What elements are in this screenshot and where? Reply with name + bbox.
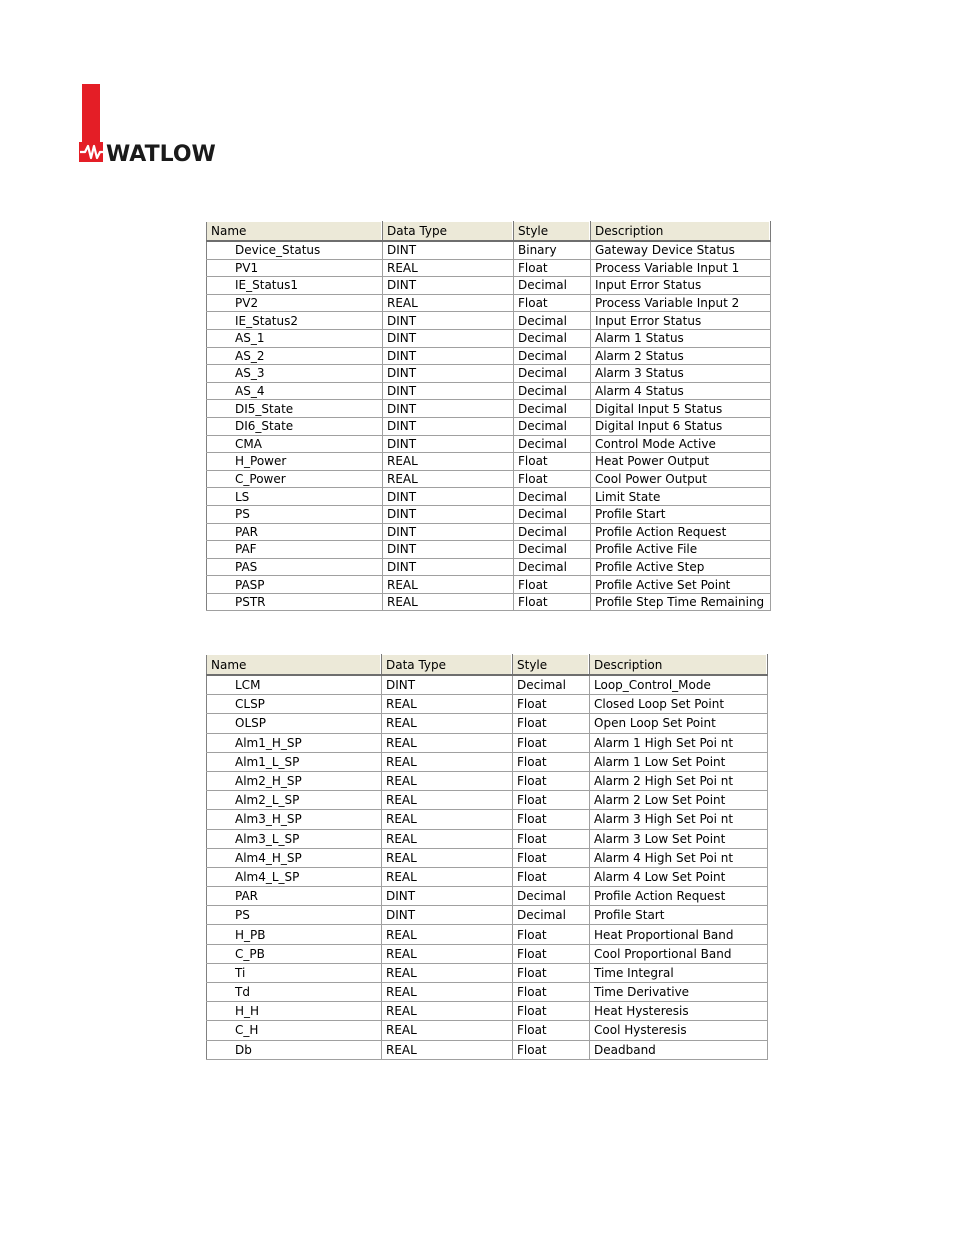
table-row[interactable] (207, 382, 771, 400)
cell-name: PAS (207, 558, 383, 576)
column-header-data-type[interactable]: Data Type (383, 222, 514, 242)
cell-style: Decimal (514, 329, 591, 347)
table-row[interactable] (207, 791, 768, 810)
cell-description: Alarm 3 High Set Poi nt (590, 810, 768, 829)
cell-data-type: REAL (382, 829, 513, 848)
cell-style: Float (513, 963, 590, 982)
cell-data-type: REAL (382, 925, 513, 944)
cell-data-type: REAL (382, 1021, 513, 1040)
cell-name: Device_Status (207, 241, 383, 259)
cell-name: DI5_State (207, 400, 383, 418)
column-header-data-type[interactable]: Data Type (382, 655, 513, 676)
cell-data-type: REAL (382, 983, 513, 1002)
cell-description: Limit State (591, 488, 771, 506)
cell-style: Float (513, 714, 590, 733)
cell-style: Decimal (514, 488, 591, 506)
cell-style: Float (513, 983, 590, 1002)
cell-description: Profile Start (591, 505, 771, 523)
cell-name: PASP (207, 576, 383, 594)
cell-description: Profile Active Step (591, 558, 771, 576)
cell-data-type: DINT (383, 241, 514, 259)
cell-data-type: DINT (383, 417, 514, 435)
table-row[interactable] (207, 733, 768, 752)
cell-description: Deadband (590, 1040, 768, 1059)
cell-name: C_PB (207, 944, 382, 963)
cell-style: Float (513, 791, 590, 810)
cell-description: Alarm 2 Status (591, 347, 771, 365)
cell-name: Alm2_H_SP (207, 771, 382, 790)
cell-style: Float (514, 294, 591, 312)
table-row[interactable] (207, 576, 771, 594)
cell-description: Alarm 3 Low Set Point (590, 829, 768, 848)
cell-description: Control Mode Active (591, 435, 771, 453)
table-row[interactable] (207, 505, 771, 523)
cell-description: Alarm 1 Status (591, 329, 771, 347)
cell-name: Td (207, 983, 382, 1002)
cell-description: Alarm 1 High Set Poi nt (590, 733, 768, 752)
cell-description: Cool Hysteresis (590, 1021, 768, 1040)
watlow-logo-icon (79, 84, 229, 164)
table-row[interactable] (207, 906, 768, 925)
table-row[interactable] (207, 400, 771, 418)
cell-style: Decimal (514, 523, 591, 541)
cell-description: Profile Active Set Point (591, 576, 771, 594)
cell-description: Alarm 2 Low Set Point (590, 791, 768, 810)
table-row[interactable] (207, 963, 768, 982)
table-row[interactable] (207, 523, 771, 541)
cell-name: Alm3_L_SP (207, 829, 382, 848)
column-header-style[interactable]: Style (513, 655, 590, 676)
cell-style: Decimal (513, 887, 590, 906)
tag-table-2 (206, 654, 768, 1060)
cell-data-type: DINT (383, 558, 514, 576)
cell-name: Alm4_L_SP (207, 867, 382, 886)
cell-name: Ti (207, 963, 382, 982)
cell-style: Float (513, 848, 590, 867)
cell-data-type: REAL (383, 259, 514, 277)
cell-style: Float (514, 576, 591, 594)
cell-name: Alm4_H_SP (207, 848, 382, 867)
cell-data-type: DINT (383, 505, 514, 523)
cell-style: Float (513, 1021, 590, 1040)
cell-name: PS (207, 505, 383, 523)
cell-style: Decimal (514, 558, 591, 576)
cell-description: Profile Active File (591, 541, 771, 559)
cell-name: H_Power (207, 453, 383, 471)
cell-description: Time Derivative (590, 983, 768, 1002)
table-row[interactable] (207, 714, 768, 733)
column-header-name[interactable]: Name (207, 222, 383, 242)
cell-data-type: REAL (382, 752, 513, 771)
table-row[interactable] (207, 470, 771, 488)
cell-description: Alarm 1 Low Set Point (590, 752, 768, 771)
cell-style: Decimal (513, 906, 590, 925)
watlow-wordmark: WATLOW (106, 142, 216, 164)
cell-data-type: DINT (383, 329, 514, 347)
cell-name: Db (207, 1040, 382, 1059)
cell-data-type: REAL (382, 791, 513, 810)
cell-style: Float (514, 259, 591, 277)
cell-data-type: REAL (382, 771, 513, 790)
cell-data-type: DINT (383, 541, 514, 559)
cell-name: LCM (207, 675, 382, 695)
cell-description: Process Variable Input 2 (591, 294, 771, 312)
cell-description: Heat Power Output (591, 453, 771, 471)
cell-description: Digital Input 5 Status (591, 400, 771, 418)
column-header-style[interactable]: Style (514, 222, 591, 242)
table-row[interactable] (207, 277, 771, 295)
cell-description: Alarm 4 Status (591, 382, 771, 400)
cell-description: Loop_Control_Mode (590, 675, 768, 695)
cell-data-type: REAL (382, 695, 513, 714)
cell-name: PAR (207, 523, 383, 541)
cell-name: C_Power (207, 470, 383, 488)
cell-description: Input Error Status (591, 312, 771, 330)
tag-table-1 (206, 221, 771, 611)
cell-style: Float (513, 925, 590, 944)
cell-style: Decimal (514, 541, 591, 559)
cell-data-type: REAL (383, 294, 514, 312)
cell-style: Decimal (514, 435, 591, 453)
table-row[interactable] (207, 867, 768, 886)
cell-data-type: REAL (382, 944, 513, 963)
cell-style: Float (514, 593, 591, 611)
cell-style: Float (514, 470, 591, 488)
cell-data-type: DINT (382, 675, 513, 695)
cell-name: Alm3_H_SP (207, 810, 382, 829)
cell-data-type: REAL (382, 714, 513, 733)
cell-style: Decimal (514, 417, 591, 435)
cell-description: Heat Hysteresis (590, 1002, 768, 1021)
cell-data-type: REAL (383, 576, 514, 594)
table-header-row (207, 222, 771, 242)
cell-description: Alarm 4 Low Set Point (590, 867, 768, 886)
cell-name: PV2 (207, 294, 383, 312)
cell-data-type: REAL (382, 963, 513, 982)
cell-data-type: DINT (383, 277, 514, 295)
cell-data-type: DINT (383, 400, 514, 418)
cell-style: Float (513, 1040, 590, 1059)
cell-name: IE_Status2 (207, 312, 383, 330)
table-row[interactable] (207, 848, 768, 867)
table-row[interactable] (207, 925, 768, 944)
column-header-name[interactable]: Name (207, 655, 382, 676)
cell-description: Alarm 4 High Set Poi nt (590, 848, 768, 867)
table-row[interactable] (207, 329, 771, 347)
cell-name: PS (207, 906, 382, 925)
cell-data-type: REAL (382, 1002, 513, 1021)
cell-name: PAF (207, 541, 383, 559)
table-row[interactable] (207, 887, 768, 906)
column-header-description[interactable]: Description (591, 222, 771, 242)
cell-data-type: REAL (383, 593, 514, 611)
cell-data-type: REAL (382, 1040, 513, 1059)
cell-style: Float (513, 733, 590, 752)
table-row[interactable] (207, 810, 768, 829)
cell-data-type: REAL (382, 733, 513, 752)
table-row[interactable] (207, 417, 771, 435)
cell-description: Profile Action Request (590, 887, 768, 906)
cell-name: AS_1 (207, 329, 383, 347)
cell-style: Float (513, 829, 590, 848)
cell-description: Alarm 3 Status (591, 365, 771, 383)
cell-data-type: DINT (383, 382, 514, 400)
cell-data-type: REAL (382, 848, 513, 867)
cell-style: Binary (514, 241, 591, 259)
table-row[interactable] (207, 752, 768, 771)
table-row[interactable] (207, 347, 771, 365)
column-header-description[interactable]: Description (590, 655, 768, 676)
cell-name: AS_2 (207, 347, 383, 365)
table-row[interactable] (207, 1040, 768, 1059)
cell-name: DI6_State (207, 417, 383, 435)
cell-data-type: REAL (383, 470, 514, 488)
cell-data-type: DINT (383, 365, 514, 383)
cell-data-type: REAL (383, 453, 514, 471)
cell-style: Float (513, 867, 590, 886)
cell-style: Float (513, 1002, 590, 1021)
table-row[interactable] (207, 983, 768, 1002)
cell-description: Profile Action Request (591, 523, 771, 541)
cell-name: H_H (207, 1002, 382, 1021)
cell-data-type: DINT (382, 906, 513, 925)
cell-style: Float (514, 453, 591, 471)
cell-description: Cool Proportional Band (590, 944, 768, 963)
cell-style: Float (513, 695, 590, 714)
cell-description: Alarm 2 High Set Poi nt (590, 771, 768, 790)
cell-name: IE_Status1 (207, 277, 383, 295)
cell-style: Decimal (514, 505, 591, 523)
cell-data-type: REAL (382, 810, 513, 829)
cell-description: Heat Proportional Band (590, 925, 768, 944)
cell-style: Decimal (514, 277, 591, 295)
table-row[interactable] (207, 488, 771, 506)
table-row[interactable] (207, 558, 771, 576)
cell-name: LS (207, 488, 383, 506)
cell-name: CLSP (207, 695, 382, 714)
table-row[interactable] (207, 944, 768, 963)
table-row[interactable] (207, 365, 771, 383)
cell-description: Profile Step Time Remaining (591, 593, 771, 611)
cell-style: Float (513, 810, 590, 829)
cell-data-type: DINT (382, 887, 513, 906)
cell-name: C_H (207, 1021, 382, 1040)
cell-style: Float (513, 771, 590, 790)
cell-name: AS_3 (207, 365, 383, 383)
table-row[interactable] (207, 695, 768, 714)
cell-name: AS_4 (207, 382, 383, 400)
table-row[interactable] (207, 435, 771, 453)
cell-description: Time Integral (590, 963, 768, 982)
table-row[interactable] (207, 241, 771, 259)
cell-style: Decimal (514, 312, 591, 330)
table-row[interactable] (207, 675, 768, 695)
cell-description: Input Error Status (591, 277, 771, 295)
cell-description: Process Variable Input 1 (591, 259, 771, 277)
table-row[interactable] (207, 1002, 768, 1021)
cell-name: CMA (207, 435, 383, 453)
cell-name: Alm1_H_SP (207, 733, 382, 752)
cell-style: Decimal (514, 347, 591, 365)
table-row[interactable] (207, 593, 771, 611)
cell-data-type: DINT (383, 347, 514, 365)
cell-name: PSTR (207, 593, 383, 611)
cell-style: Decimal (513, 675, 590, 695)
table-header-row (207, 655, 768, 676)
cell-data-type: REAL (382, 867, 513, 886)
table-row[interactable] (207, 259, 771, 277)
table-row[interactable] (207, 771, 768, 790)
cell-description: Closed Loop Set Point (590, 695, 768, 714)
table-row[interactable] (207, 829, 768, 848)
cell-name: PV1 (207, 259, 383, 277)
table-row[interactable] (207, 294, 771, 312)
cell-description: Gateway Device Status (591, 241, 771, 259)
cell-description: Open Loop Set Point (590, 714, 768, 733)
cell-style: Float (513, 752, 590, 771)
cell-data-type: DINT (383, 312, 514, 330)
cell-name: Alm1_L_SP (207, 752, 382, 771)
watlow-logo (79, 84, 229, 164)
cell-name: Alm2_L_SP (207, 791, 382, 810)
cell-data-type: DINT (383, 435, 514, 453)
cell-data-type: DINT (383, 523, 514, 541)
table-row[interactable] (207, 453, 771, 471)
cell-style: Decimal (514, 400, 591, 418)
cell-style: Decimal (514, 382, 591, 400)
cell-description: Digital Input 6 Status (591, 417, 771, 435)
cell-data-type: DINT (383, 488, 514, 506)
cell-style: Decimal (514, 365, 591, 383)
cell-name: H_PB (207, 925, 382, 944)
cell-description: Cool Power Output (591, 470, 771, 488)
cell-description: Profile Start (590, 906, 768, 925)
cell-name: OLSP (207, 714, 382, 733)
table-row[interactable] (207, 1021, 768, 1040)
cell-style: Float (513, 944, 590, 963)
table-row[interactable] (207, 312, 771, 330)
cell-name: PAR (207, 887, 382, 906)
table-row[interactable] (207, 541, 771, 559)
